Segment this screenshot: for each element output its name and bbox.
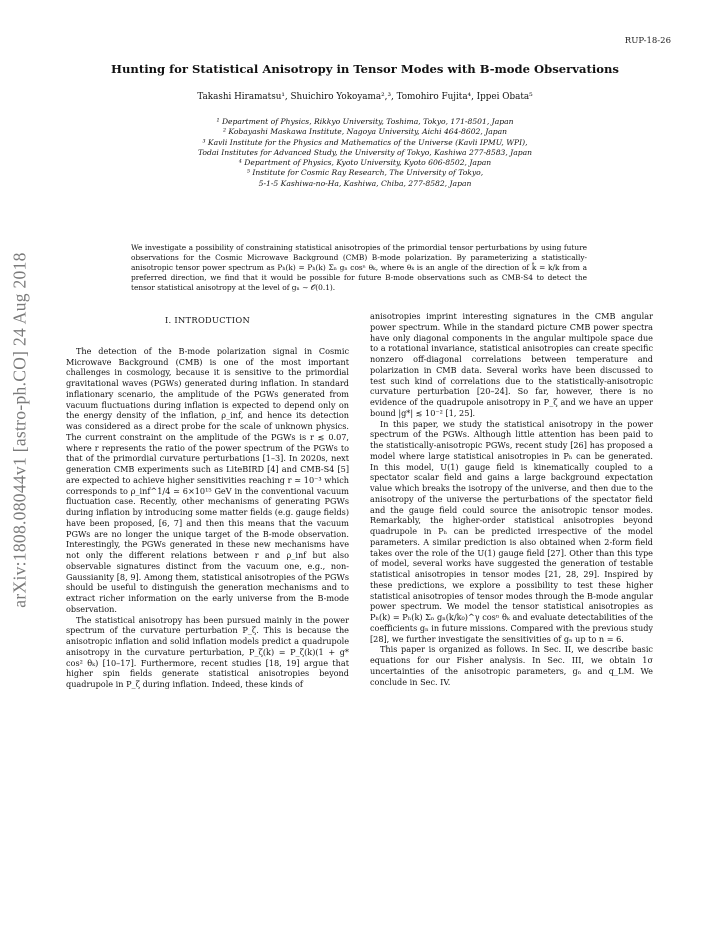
- paragraph: The detection of the B-mode polarization signal in Cosmic Microwave Background (CMB) is one of the most important challenges in cosmology, because it is sensitive to the primordial gravitational waves (PGWs) generated during inflation. In standard inflationary scenario, the amplitude of the PGWs generated from vacuum fluctuations during inflation is expected to depend only on the energy density of the inflation, ρ_inf, and hence its detection was considered as a direct probe for the scale of unknown physics. The current constraint on the amplitude of the PGWs is r ≲ 0.07, where r represents the ratio of the power spectrum of the PGWs to that of the primordial curvature perturbations [1–3]. In 2020s, next generation CMB experiments such as LiteBIRD [4] and CMB-S4 [5] are expected to achieve higher sensitivities reaching r ≃ 10⁻³ which corresponds to ρ_inf^1/4 ≃ 6×10¹⁵ GeV in the conventional vacuum fluctuation case. Recently, other mechanisms of generating PGWs during inflation by introducing some matter fields (e.g. gauge fields) have been proposed, [6, 7] and then this means that the vacuum PGWs are no longer the unique target of the B-mode observation. Interestingly, the PGWs generated in these new mechanisms have not only the different relations between r and ρ_inf but also observable signatures distinct from the vacuum one, e.g., non-Gaussianity [8, 9]. Among them, statistical anisotropies of the PGWs should be useful to distinguish the generation mechanisms and to extract richer information on the early universe from the B-mode observation.: [66, 345, 349, 614]
- section-heading: I. INTRODUCTION: [164, 315, 251, 325]
- affiliation-line: 5-1-5 Kashiwa-no-Ha, Kashiwa, Chiba, 277-8582, Japan: [258, 178, 472, 188]
- paragraph: This paper is organized as follows. In Sec. II, we describe basic equations for our Fisher analysis. In Sec. III, we obtain 1σ uncertainties of the anisotropic parameters, gₙ and q_LM. We conclude in Sec. IV.: [370, 644, 653, 687]
- affiliation-line: ⁴ Department of Physics, Kyoto University, Kyoto 606-8502, Japan: [238, 158, 492, 168]
- affiliation-line: ¹ Department of Physics, Rikkyo University, Toshima, Tokyo, 171-8501, Japan: [216, 117, 514, 126]
- right-column: [370, 311, 653, 687]
- abstract: We investigate a possibility of constraining statistical anisotropies of the primordial tensor perturbations by using future observations for the Cosmic Microwave Background (CMB) B-mode polarization. By parameterizing a statistically-anisotropic tensor power spectrum as Pₕ(k) = Pₕ(k) Σₙ gₙ cosⁿ θₖ, where θₖ is an angle of the direction of k̂ = k/k from a preferred direction, we find that it would be possible for future B-mode observations such as CMB-S4 to detect the tensor statistical anisotropy at the level of gₙ ∼ 𝒪(0.1).: [131, 243, 587, 293]
- affiliations: [60, 117, 670, 189]
- arxiv-stamp-text: arXiv:1808.08044v1 [astro-ph.CO] 24 Aug 2018: [9, 252, 30, 608]
- affiliation-line: ³ Kavli Institute for the Physics and Mathematics of the Universe (Kavli IPMU, WPI),: [202, 137, 528, 147]
- paper-title: Hunting for Statistical Anisotropy in Tensor Modes with B-mode Observations: [111, 62, 619, 76]
- arxiv-stamp: [0, 220, 40, 640]
- paragraph: anisotropies imprint interesting signatures in the CMB angular power spectrum. While in the standard picture CMB power spectra have only diagonal components in the angular multipole space due to a rotational invariance, statistical anisotropies can create specific nonzero off-diagonal correlations between temperature and polarization in CMB data. Several works have been discussed to test such kind of correlations due to the statistically-anisotropic curvature perturbation [20–24]. So far, however, there is no evidence of the quadrupole anisotropy in P_ζ and we have an upper bound |g*| ≲ 10⁻² [1, 25].: [370, 311, 653, 418]
- report-number: RUP-18-26: [624, 36, 671, 46]
- paragraph: In this paper, we study the statistical anisotropy in the power spectrum of the PGWs. Although little attention has been paid to the statistically-anisotropic PGWs, recent study [26] has proposed a model where large statistical anisotropies in Pₕ can be generated. In this model, U(1) gauge field is kinematically coupled to a spectator scalar field and gains a large background expectation value which breaks the isotropy of the universe, and then due to the anisotropy of the universe the perturbations of the spectator field and the gauge field could source the anisotropic tensor modes. Remarkably, the higher-order statistical anisotropies beyond quadrupole in Pₕ can be predicted irrespective of the model parameters. A similar prediction is also obtained when 2-form field takes over the role of the U(1) gauge field [27]. Other than this type of model, several works have suggested the generation of testable statistical anisotropies in tensor modes [21, 28, 29]. Inspired by these predictions, we explore a possibility to test these higher statistical anisotropies of tensor modes through the B-mode angular power spectrum. We model the tensor statistical anisotropies as Pₕ(k) = Pₕ(k) Σₙ gₙ(k/k₀)^γ cosⁿ θₖ and evaluate detectabilities of the coefficients gₙ in future missions. Compared with the previous study [28], we further investigate the sensitivities of gₙ up to n = 6.: [370, 418, 653, 644]
- paragraph: The statistical anisotropy has been pursued mainly in the power spectrum of the curvature perturbation P_ζ. This is because the anisotropic inflation and solid inflation models predict a quadrupole anisotropy in the curvature perturbation, P_ζ(k) = P_ζ(k)(1 + g* cos² θₖ) [10–17]. Furthermore, recent studies [18, 19] argue that higher spin fields generate statistical anisotropies beyond quadrupole in P_ζ during inflation. Indeed, these kinds of: [66, 614, 349, 689]
- affiliation-line: ⁵ Institute for Cosmic Ray Research, The University of Tokyo,: [246, 168, 484, 178]
- affiliation-line: ² Kobayashi Maskawa Institute, Nagoya University, Aichi 464-8602, Japan: [222, 127, 508, 137]
- affiliation-line: Todai Institutes for Advanced Study, the University of Tokyo, Kashiwa 277-8583, Japan: [197, 147, 533, 157]
- author-list: Takashi Hiramatsu¹, Shuichiro Yokoyama²,³, Tomohiro Fujita⁴, Ippei Obata⁵: [197, 92, 533, 102]
- left-column: [66, 315, 349, 690]
